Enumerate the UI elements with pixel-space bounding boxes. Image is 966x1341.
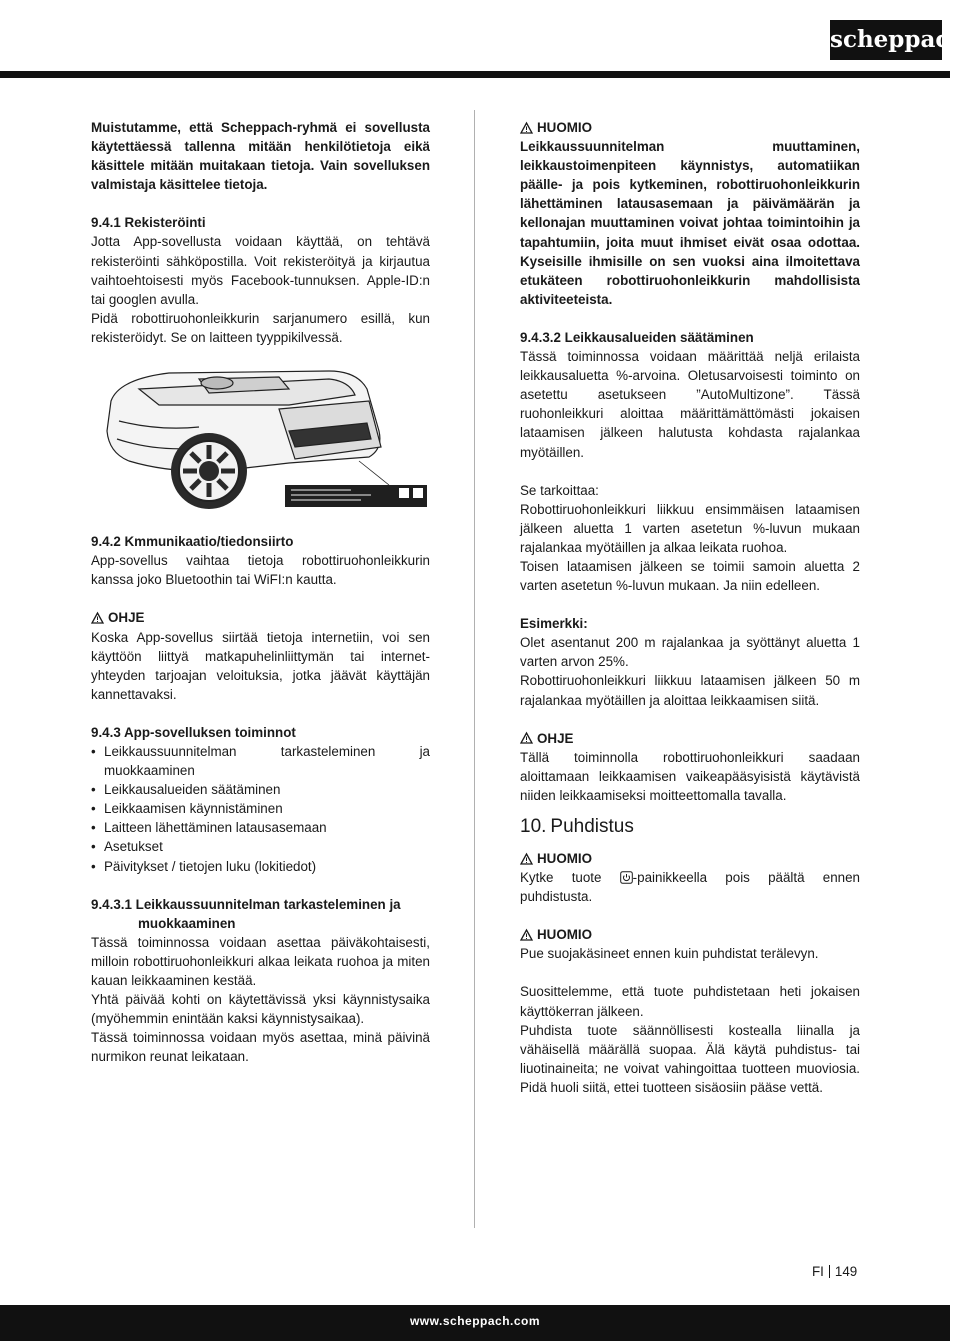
cleaning-paragraph: Puhdista tuote säännöllisesti kostealla liinalla ja vähäisellä määrällä suopaa. Älä käytä puhdistus- tai liuotinaineita; ne voivat vahingoittaa tuotteen muoviosia. Pidä huoli siitä, ettei tuotteen sisäosiin pääse vettä. [520,1022,860,1095]
list-item: • Leikkaamisen käynnistäminen [91,799,430,818]
page-number-value: 149 [834,1264,858,1279]
example-paragraph: Robottiruohonleikkuri liikkuu lataamisen jälkeen 50 m rajalankaa myötäillen ja aloittaa leikkaamisen siitä. [520,673,860,708]
note-text: Tällä toiminnolla robottiruohonleikkuri saadaan aloittamaan leikkaamisen vaikeapääsyisistä käytävistä niiden leikkaamiseksi moitteettomalla tavalla. [520,749,860,803]
section-9-4-1-paragraph: Pidä robottiruohonleikkurin sarjanumero esillä, kun rekisteröidyt. Se on laitteen tyyppikilvessä. [91,310,430,345]
power-button-icon [620,871,633,884]
page-number-separator [829,1265,830,1278]
section-9-4-3-title: 9.4.3 App-sovelluksen toiminnot [91,724,296,740]
footer-bar [0,1305,950,1341]
robot-mower-illustration [99,361,429,513]
column-divider [474,110,475,1228]
section-9-4-3-2-title: 9.4.3.2 Leikkausalueiden säätäminen [520,329,754,345]
section-9-4-3-1-paragraph: Tässä toiminnossa voidaan myös asettaa, minä päivinä nurmikon reunat leikataan. [91,1030,430,1065]
section-9-4-2-title: 9.4.2 Kmmunikaatio/tiedonsiirto [91,534,294,550]
right-column [520,118,860,1097]
header-rule [0,71,950,78]
warning-triangle-icon [520,853,533,865]
page-number [812,1263,857,1281]
section-9-4-3-1-paragraph: Yhtä päivää kohti on käytettävissä yksi käynnistysaika (myöhemmin enintään kaksi käynnistysaikaa). [91,992,430,1027]
language-code: FI [812,1264,824,1279]
chapter-number: 10. [520,816,547,837]
caution-heading [520,925,860,944]
left-column [91,118,430,1066]
note-heading [91,608,430,627]
caution-heading [520,849,860,868]
caution-label: HUOMIO [537,120,593,135]
note-heading [520,729,860,748]
warning-triangle-icon [520,929,533,941]
caution-text [520,868,860,906]
section-9-4-3-1-title: 9.4.3.1 Leikkaussuunnitelman tarkasteleminen ja muokkaaminen [91,896,401,931]
section-9-4-1-paragraph: Jotta App-sovellusta voidaan käyttää, on tehtävä rekisteröinti sähköpostilla. Voit rekisteröityä ja kirjautua vaihtoehtoisesti myös Facebook-tunnuksen. Apple-ID:n tai googlen avulla. [91,234,430,307]
list-item: • Asetukset [91,837,430,856]
caution-text: Pue suojakäsineet ennen kuin puhdistat terälevyn. [520,946,819,962]
caution-text-end: -painikkeella pois päältä ennen puhdistusta. [520,870,860,905]
note-label: OHJE [108,610,145,626]
note-label: OHJE [537,730,574,746]
caution-text: Leikkaussuunnitelman muuttaminen, leikkaustoimenpiteen käynnistys, automatiikan päälle- ja pois kytkeminen, robottiruohonleikkurin lähettäminen latausasemaan ja päivämäärän ja kellonajan muuttaminen voivat johtaa toimintoihin ja tapahtumiin, joita muut ihmiset eivät osaa odottaa. Kyseisille ihmisille on sen vuoksi aina ilmoitettava etukäteen robottiruohonleikkurin mahdollisista aktiviteeteista. [520,139,860,307]
section-9-4-3-1-paragraph: Tässä toiminnossa voidaan asettaa päiväkohtaisesti, milloin robottiruohonleikkuri alkaa leikata ruohoa ja miten kauan leikkaaminen kestää. [91,934,430,988]
list-item: • Leikkausalueiden säätäminen [91,780,430,799]
meaning-paragraph: Toisen lataamisen jälkeen se toimii samoin aluetta 2 varten asetetun %-luvun mukaan. Ja niin edelleen. [520,558,860,594]
list-item: • Päivitykset / tietojen luku (lokitiedot) [91,857,430,876]
list-item: • Leikkaussuunnitelman tarkasteleminen ja muokkaaminen [91,742,430,780]
caution-label: HUOMIO [537,851,593,866]
section-9-4-1-title: 9.4.1 Rekisteröinti [91,215,206,231]
warning-triangle-icon [520,122,533,134]
example-paragraph: Olet asentanut 200 m rajalankaa ja syöttänyt aluetta 1 varten arvon 25%. [520,635,860,670]
caution-heading [520,118,860,137]
cleaning-paragraph: Suosittelemme, että tuote puhdistetaan heti jokaisen käyttökerran jälkeen. [520,984,860,1019]
functions-list [91,742,430,876]
intro-paragraph: Muistutamme, että Scheppach-ryhmä ei sovellusta käytettäessä tallenna mitään henkilötietoja eikä käsittele mitään muitakaan tietoja. Vain sovelluksen valmistaja käsittelee tietoja. [91,120,430,193]
warning-triangle-icon [91,612,104,624]
list-item: • Laitteen lähettäminen latausasemaan [91,818,430,837]
meaning-label: Se tarkoittaa: [520,482,599,498]
meaning-paragraph: Robottiruohonleikkuri liikkuu ensimmäisen lataamisen jälkeen aluetta 1 varten asetetun %-luvun mukaan rajalankaa myötäillen ja alkaa leikata ruohoa. [520,501,860,555]
note-text: Koska App-sovellus siirtää tietoja internetiin, voi sen käyttöön liittyä matkapuhelinliittymän tai internet-yhteyden tarjoajan veloituksia, jotka jäävät käyttäjän kannettavaksi. [91,629,430,702]
section-9-4-3-2-paragraph: Tässä toiminnossa voidaan määrittää neljä erilaista leikkausaluetta %-arvoina. Oletusarvoisesti toiminto on asetettu asetukseen ”AutoMultizone”. Tässä ruohonleikkuri aloittaa määrittämättömästi jokaisen lataamisen jälkeen halutusta kohdasta rajalankaa myötäillen. [520,349,860,460]
section-9-4-2-paragraph: App-sovellus vaihtaa tietoja robottiruohonleikkurin kanssa joko Bluetoothin tai WiFI:n kautta. [91,553,430,588]
brand-logo: scheppach [830,20,942,60]
chapter-name: Puhdistus [550,816,634,837]
caution-label: HUOMIO [537,927,593,943]
chapter-title [520,815,860,839]
caution-text-start: Kytke tuote [520,870,620,886]
footer-url[interactable]: www.scheppach.com [409,1314,541,1328]
warning-triangle-icon [520,732,533,744]
example-title: Esimerkki: [520,616,588,632]
